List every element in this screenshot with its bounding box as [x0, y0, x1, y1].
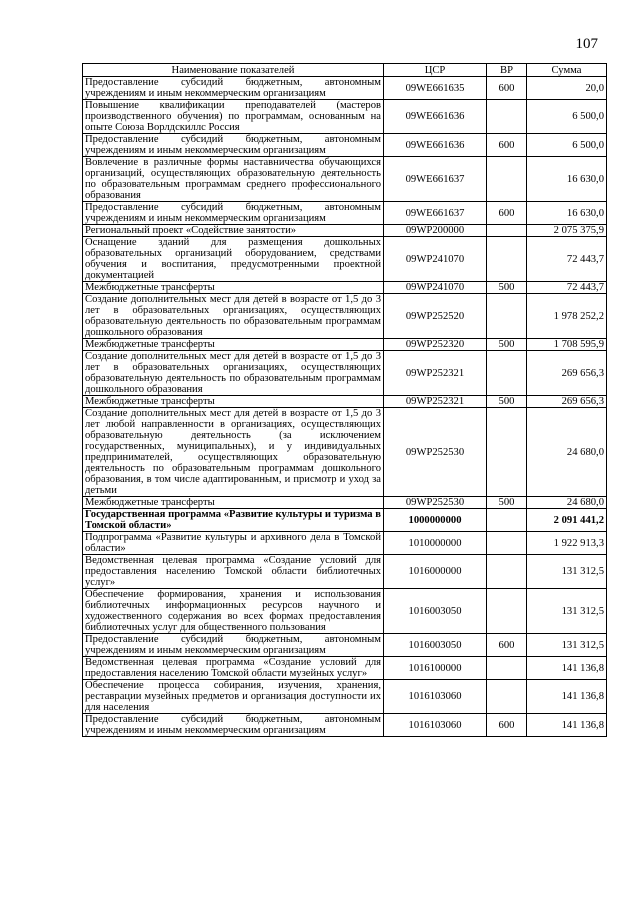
- table-row: [83, 202, 607, 225]
- row-vr-cell: 600: [487, 77, 527, 100]
- row-name-cell: Предоставление субсидий бюджетным, автономным учреждениям и иным некоммерческим организациям: [83, 202, 384, 225]
- row-name-cell: Предоставление субсидий бюджетным, автономным учреждениям и иным некоммерческим организациям: [83, 134, 384, 157]
- row-sum-cell: 141 136,8: [527, 714, 607, 737]
- row-csr-cell: 09WP252520: [384, 294, 487, 339]
- row-name-cell: Предоставление субсидий бюджетным, автономным учреждениям и иным некоммерческим организациям: [83, 77, 384, 100]
- table-row: [83, 100, 607, 134]
- row-name-cell: Межбюджетные трансферты: [83, 282, 384, 294]
- row-vr-cell: 500: [487, 282, 527, 294]
- row-sum-cell: 6 500,0: [527, 100, 607, 134]
- row-vr-cell: 500: [487, 497, 527, 509]
- row-vr-cell: [487, 680, 527, 714]
- table-row: [83, 282, 607, 294]
- row-sum-cell: 141 136,8: [527, 657, 607, 680]
- row-csr-cell: 09WP241070: [384, 282, 487, 294]
- row-name-cell: Ведомственная целевая программа «Создание условий для предоставления населению Томской области музейных услуг»: [83, 657, 384, 680]
- row-name-cell: Предоставление субсидий бюджетным, автономным учреждениям и иным некоммерческим организациям: [83, 714, 384, 737]
- row-csr-cell: 1000000000: [384, 509, 487, 532]
- row-name-cell: Межбюджетные трансферты: [83, 339, 384, 351]
- row-csr-cell: 1016100000: [384, 657, 487, 680]
- row-csr-cell: 09WE661637: [384, 157, 487, 202]
- row-csr-cell: 09WP200000: [384, 225, 487, 237]
- row-name-cell: Повышение квалификации преподавателей (мастеров производственного обучения) по программам, основанным на опыте Союза Ворлдскиллс Россия: [83, 100, 384, 134]
- row-name-cell: Региональный проект «Содействие занятости»: [83, 225, 384, 237]
- row-sum-cell: 1 978 252,2: [527, 294, 607, 339]
- row-name-cell: Вовлечение в различные формы наставничества обучающихся организаций, осуществляющих образовательную деятельность по образовательным программам среднего профессионального образования: [83, 157, 384, 202]
- row-name-cell: Оснащение зданий для размещения дошкольных образовательных организаций оборудованием, средствами обучения и воспитания, предусмотренными проектной документацией: [83, 237, 384, 282]
- row-name-cell: Обеспечение формирования, хранения и использования библиотечных информационных ресурсов научного и художественного содержания во всех формах предоставления библиотечных услуг для общественного пользования: [83, 589, 384, 634]
- table-header-row: [83, 64, 607, 77]
- row-sum-cell: 16 630,0: [527, 157, 607, 202]
- header-csr: ЦСР: [384, 64, 487, 77]
- row-sum-cell: 131 312,5: [527, 555, 607, 589]
- row-csr-cell: 09WP252321: [384, 396, 487, 408]
- row-sum-cell: 20,0: [527, 77, 607, 100]
- budget-table: [82, 63, 607, 737]
- row-name-cell: Предоставление субсидий бюджетным, автономным учреждениям и иным некоммерческим организациям: [83, 634, 384, 657]
- table-row: [83, 396, 607, 408]
- row-vr-cell: [487, 657, 527, 680]
- row-sum-cell: 1 708 595,9: [527, 339, 607, 351]
- table-row: [83, 225, 607, 237]
- row-vr-cell: 500: [487, 339, 527, 351]
- row-csr-cell: 09WP252530: [384, 497, 487, 509]
- row-csr-cell: 1016103060: [384, 714, 487, 737]
- row-sum-cell: 6 500,0: [527, 134, 607, 157]
- row-name-cell: Создание дополнительных мест для детей в возрасте от 1,5 до 3 лет в образовательных организациях, осуществляющих образовательную деятельность по образовательным программам дошкольного образования: [83, 351, 384, 396]
- row-sum-cell: 141 136,8: [527, 680, 607, 714]
- row-csr-cell: 09WE661636: [384, 100, 487, 134]
- row-name-cell: Подпрограмма «Развитие культуры и архивного дела в Томской области»: [83, 532, 384, 555]
- row-name-cell: Межбюджетные трансферты: [83, 396, 384, 408]
- row-csr-cell: 1016000000: [384, 555, 487, 589]
- row-csr-cell: 09WE661636: [384, 134, 487, 157]
- table-row: [83, 555, 607, 589]
- row-csr-cell: 1016003050: [384, 589, 487, 634]
- row-vr-cell: [487, 237, 527, 282]
- row-vr-cell: [487, 509, 527, 532]
- row-csr-cell: 1016103060: [384, 680, 487, 714]
- table-row: [83, 657, 607, 680]
- row-csr-cell: 09WP252530: [384, 408, 487, 497]
- row-sum-cell: 1 922 913,3: [527, 532, 607, 555]
- table-row: [83, 532, 607, 555]
- row-vr-cell: 600: [487, 634, 527, 657]
- row-vr-cell: 500: [487, 396, 527, 408]
- row-vr-cell: [487, 351, 527, 396]
- row-vr-cell: [487, 225, 527, 237]
- row-sum-cell: 16 630,0: [527, 202, 607, 225]
- row-vr-cell: [487, 408, 527, 497]
- table-row: [83, 77, 607, 100]
- table-row: [83, 680, 607, 714]
- row-vr-cell: 600: [487, 202, 527, 225]
- row-vr-cell: [487, 555, 527, 589]
- row-sum-cell: 2 091 441,2: [527, 509, 607, 532]
- table-row: [83, 134, 607, 157]
- row-csr-cell: 09WE661637: [384, 202, 487, 225]
- row-sum-cell: 131 312,5: [527, 589, 607, 634]
- row-sum-cell: 24 680,0: [527, 497, 607, 509]
- row-sum-cell: 24 680,0: [527, 408, 607, 497]
- row-name-cell: Создание дополнительных мест для детей в возрасте от 1,5 до 3 лет любой направленности в организациях, осуществляющих образовательную деятельность (за исключением государственных, муниципальных), и у индивидуальных предпринимателей, осуществляющих образовательную деятельность по образовательным программам дошкольного образования, в том числе адаптированным, и присмотр и уход за детьми: [83, 408, 384, 497]
- row-vr-cell: [487, 589, 527, 634]
- table-row: [83, 339, 607, 351]
- row-name-cell: Создание дополнительных мест для детей в возрасте от 1,5 до 3 лет в образовательных организациях, осуществляющих образовательную деятельность по образовательным программам дошкольного образования: [83, 294, 384, 339]
- row-sum-cell: 2 075 375,9: [527, 225, 607, 237]
- table-row: [83, 237, 607, 282]
- row-sum-cell: 72 443,7: [527, 237, 607, 282]
- table-row: [83, 294, 607, 339]
- row-vr-cell: 600: [487, 134, 527, 157]
- row-name-cell: Межбюджетные трансферты: [83, 497, 384, 509]
- table-row: [83, 497, 607, 509]
- header-vr: ВР: [487, 64, 527, 77]
- row-name-cell: Ведомственная целевая программа «Создание условий для предоставления населению Томской области библиотечных услуг»: [83, 555, 384, 589]
- row-csr-cell: 1016003050: [384, 634, 487, 657]
- table-row: [83, 408, 607, 497]
- row-csr-cell: 09WE661635: [384, 77, 487, 100]
- row-csr-cell: 1010000000: [384, 532, 487, 555]
- row-sum-cell: 269 656,3: [527, 396, 607, 408]
- page-number: 107: [575, 36, 598, 52]
- row-csr-cell: 09WP252321: [384, 351, 487, 396]
- row-name-cell: Государственная программа «Развитие культуры и туризма в Томской области»: [83, 509, 384, 532]
- table-row: [83, 634, 607, 657]
- row-sum-cell: 269 656,3: [527, 351, 607, 396]
- row-name-cell: Обеспечение процесса собирания, изучения, хранения, реставрации музейных предметов и организация доступности их для населения: [83, 680, 384, 714]
- row-vr-cell: [487, 100, 527, 134]
- header-sum: Сумма: [527, 64, 607, 77]
- row-vr-cell: [487, 157, 527, 202]
- row-csr-cell: 09WP252320: [384, 339, 487, 351]
- row-sum-cell: 131 312,5: [527, 634, 607, 657]
- row-sum-cell: 72 443,7: [527, 282, 607, 294]
- row-vr-cell: 600: [487, 714, 527, 737]
- row-csr-cell: 09WP241070: [384, 237, 487, 282]
- table-row: [83, 157, 607, 202]
- row-vr-cell: [487, 294, 527, 339]
- row-vr-cell: [487, 532, 527, 555]
- table-row: [83, 714, 607, 737]
- table-row: [83, 589, 607, 634]
- table-row: [83, 509, 607, 532]
- header-name: Наименование показателей: [83, 64, 384, 77]
- table-row: [83, 351, 607, 396]
